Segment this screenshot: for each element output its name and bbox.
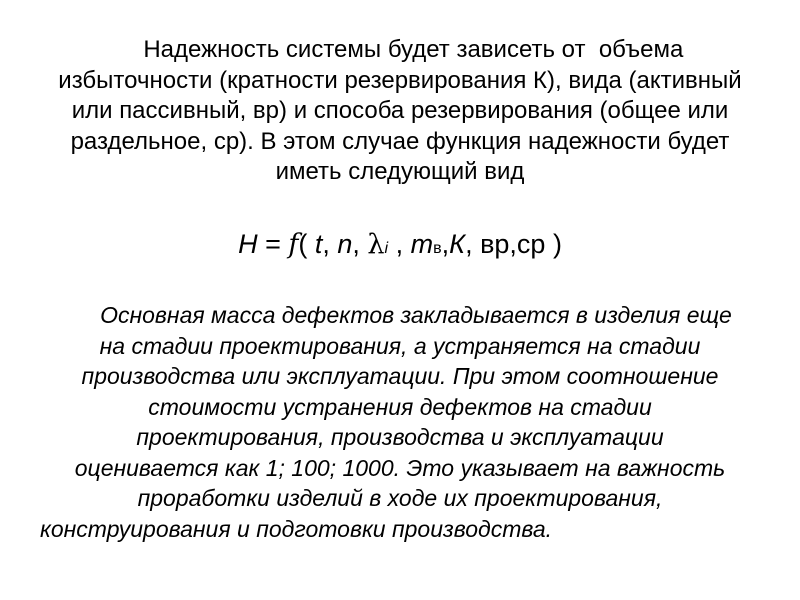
paragraph-line: или пассивный, вр) и способа резервирования (общее или [71, 97, 729, 124]
formula-equals: = [257, 229, 289, 259]
formula-t: t [314, 229, 323, 259]
reliability-formula [0, 228, 800, 265]
paragraph-line: производства или эксплуатации. При этом соотношение [81, 363, 719, 389]
formula-n: n [337, 229, 353, 259]
formula-m: m [410, 229, 434, 259]
paragraph-line: иметь следующий вид [275, 158, 525, 185]
formula-comma: , [322, 229, 338, 259]
formula-comma: , [352, 229, 368, 259]
formula-comma: , [441, 229, 450, 259]
formula-m-subscript: в [433, 240, 442, 257]
formula-lambda-subscript: i [384, 240, 389, 257]
formula-open-paren: ( [298, 229, 315, 259]
paragraph-line: раздельное, ср). В этом случае функция надежности будет [70, 127, 730, 155]
formula-comma: , [388, 229, 411, 259]
paragraph-line: оценивается как 1; 100; 1000. Это указывает на важность [74, 454, 726, 481]
reliability-paragraph [14, 35, 786, 188]
formula-k: К [449, 229, 466, 259]
paragraph-line: Основная масса дефектов закладывается в изделия еще [68, 302, 732, 328]
paragraph-line: на стадии проектирования, а устраняется на стадии [99, 332, 701, 359]
formula-function-symbol: f [288, 229, 299, 260]
defects-paragraph [10, 300, 790, 544]
paragraph-line: проектирования, производства и эксплуатации [136, 424, 664, 450]
paragraph-line: избыточности (кратности резервирования К), вида (активный [58, 66, 742, 94]
paragraph-line: стоимости устранения дефектов на стадии [148, 393, 652, 420]
formula-rest: , вр,ср ) [465, 229, 562, 259]
paragraph-line: Надежность системы будет зависеть от объема [116, 36, 684, 63]
formula-h: Н [238, 229, 258, 259]
paragraph-line: проработки изделий в ходе их проектирования, [137, 485, 663, 511]
formula-lambda: λ [367, 229, 385, 260]
paragraph-line: конструирования и подготовки производства. [40, 515, 553, 542]
